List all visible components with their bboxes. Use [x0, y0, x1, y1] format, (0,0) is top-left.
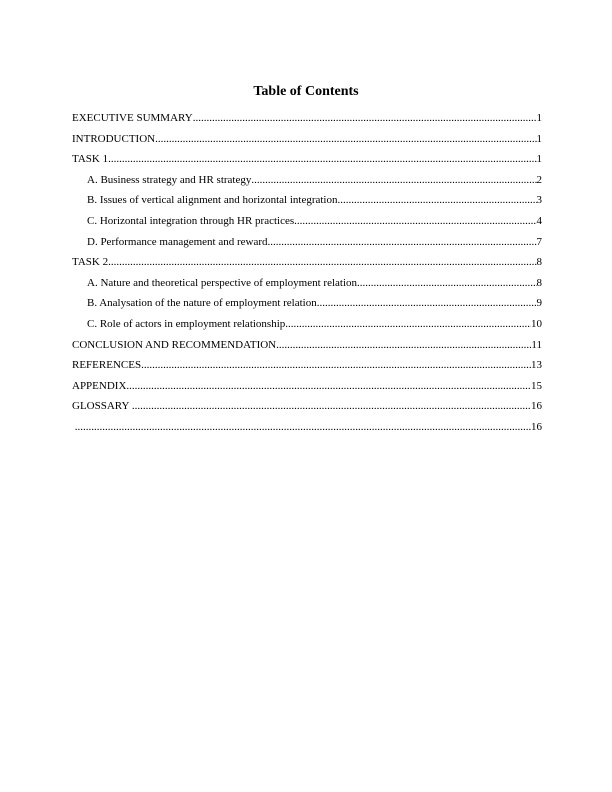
- dot-leader: [317, 297, 537, 309]
- toc-entry-label: TASK 1: [72, 153, 109, 166]
- toc-entry-page: 1: [536, 112, 542, 124]
- toc-entry-page: 15: [531, 379, 542, 392]
- dot-leader: [126, 380, 531, 392]
- toc-entry-page: 11: [531, 338, 542, 351]
- dot-leader: [285, 318, 531, 330]
- dot-leader: [75, 421, 531, 433]
- toc-subentry[interactable]: [72, 215, 542, 236]
- toc-entry[interactable]: [72, 400, 542, 421]
- toc-subentry[interactable]: [72, 297, 542, 318]
- dot-leader: [193, 112, 537, 124]
- toc-subentry[interactable]: [72, 318, 542, 339]
- toc-entry-page: 1: [536, 153, 542, 166]
- dot-leader: [132, 400, 531, 412]
- toc-entry-label: A. Business strategy and HR strategy: [87, 173, 252, 186]
- toc-entry-label: C. Role of actors in employment relationship: [87, 317, 286, 330]
- toc-entry-label: APPENDIX: [72, 379, 127, 392]
- toc-entry-page: 10: [531, 317, 542, 330]
- toc-subentry[interactable]: [72, 174, 542, 195]
- toc-entry[interactable]: [72, 256, 542, 277]
- toc-entry[interactable]: [72, 380, 542, 401]
- toc-entry-label: REFERENCES: [72, 359, 142, 372]
- toc-entry-page: 13: [531, 359, 542, 372]
- toc-entry-label: A. Nature and theoretical perspective of employment relation: [87, 276, 358, 289]
- toc-entry-page: 9: [536, 297, 542, 310]
- toc-entry-page: 8: [536, 256, 542, 269]
- dot-leader: [108, 153, 536, 165]
- toc-entry-page: 1: [536, 132, 542, 145]
- toc-entry-page: 16: [531, 400, 542, 413]
- toc-entry-page: 4: [536, 214, 542, 227]
- toc-title: Table of Contents: [253, 84, 359, 99]
- toc-entry-label: TASK 2: [72, 256, 109, 269]
- toc-entry-label: D. Performance management and reward: [87, 235, 268, 248]
- toc-entry[interactable]: [72, 112, 542, 133]
- toc-subentry[interactable]: [72, 236, 542, 257]
- dot-leader: [338, 194, 537, 206]
- toc-entry[interactable]: [72, 339, 542, 360]
- dot-leader: [276, 339, 531, 351]
- toc-entry-page: 7: [536, 235, 542, 248]
- toc-entry[interactable]: [72, 421, 542, 442]
- toc-entry[interactable]: [72, 153, 542, 174]
- toc-entry[interactable]: [72, 133, 542, 154]
- toc-subentry[interactable]: [72, 194, 542, 215]
- toc-list: [72, 112, 542, 442]
- toc-entry-label: EXECUTIVE SUMMARY: [72, 112, 193, 124]
- toc-entry-page: 16: [531, 420, 542, 433]
- dot-leader: [268, 236, 537, 248]
- toc-entry-page: 3: [536, 194, 542, 207]
- toc-entry[interactable]: [72, 359, 542, 380]
- toc-subentry[interactable]: [72, 277, 542, 298]
- dot-leader: [294, 215, 536, 227]
- toc-entry-label: C. Horizontal integration through HR practices: [87, 214, 295, 227]
- toc-entry-label: INTRODUCTION: [72, 132, 156, 145]
- toc-entry-label: CONCLUSION AND RECOMMENDATION: [72, 338, 277, 351]
- toc-entry-page: 2: [536, 173, 542, 186]
- dot-leader: [251, 174, 536, 186]
- dot-leader: [155, 133, 536, 145]
- toc-entry-page: 8: [536, 276, 542, 289]
- dot-leader: [141, 359, 531, 371]
- dot-leader: [108, 256, 536, 268]
- toc-entry-label: GLOSSARY: [72, 400, 132, 413]
- toc-entry-label: B. Analysation of the nature of employment relation: [87, 297, 317, 310]
- toc-entry-label: B. Issues of vertical alignment and horizontal integration: [87, 194, 338, 207]
- dot-leader: [357, 277, 536, 289]
